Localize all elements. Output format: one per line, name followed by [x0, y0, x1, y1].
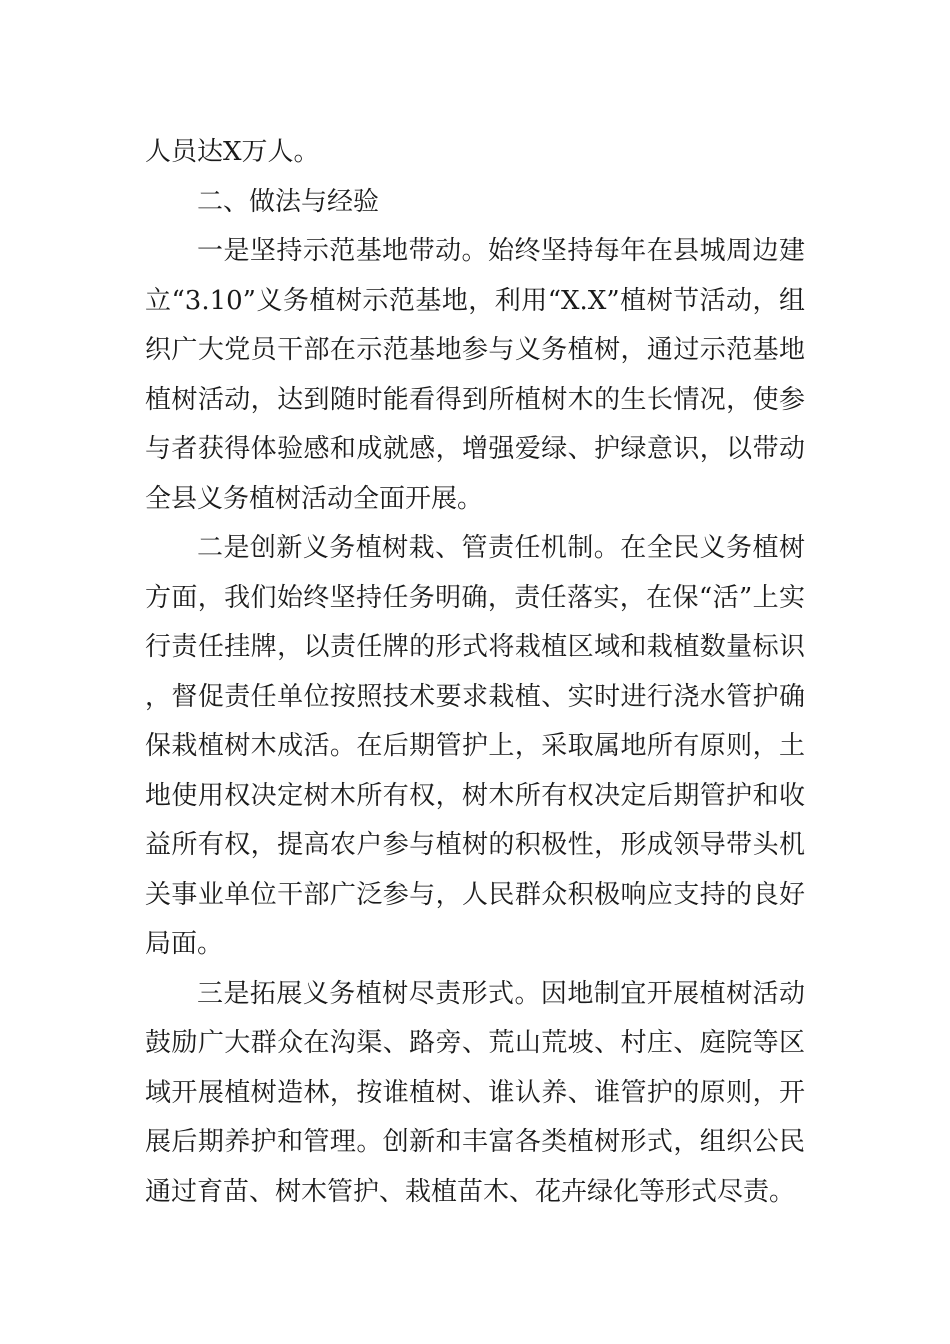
paragraph-point-three: 三是拓展义务植树尽责形式。因地制宜开展植树活动鼓励广大群众在沟渠、路旁、荒山荒坡、村庄、庭院等区域开展植树造林，按谁植树、谁认养、谁管护的原则，开展后期养护和管理。创新和丰富各类植树形式，组织公民通过育苗、树木管护、栽植苗木、花卉绿化等形式尽责。	[145, 978, 805, 1207]
paragraph-point-two: 二是创新义务植树栽、管责任机制。在全民义务植树方面，我们始终坚持任务明确，责任落实，在保“活”上实行责任挂牌，以责任牌的形式将栽植区域和栽植数量标识，督促责任单位按照技术要求栽植、实时进行浇水管护确保栽植树木成活。在后期管护上，采取属地所有原则，土地使用权决定树木所有权，树木所有权决定后期管护和收益所有权，提高农户参与植树的积极性，形成领导带头机关事业单位干部广泛参与，人民群众积极响应支持的良好局面。	[145, 533, 805, 959]
section-heading: 二、做法与经验	[197, 186, 380, 217]
paragraph-point-one: 一是坚持示范基地带动。始终坚持每年在县城周边建立“3.10”义务植树示范基地，利用“X.X”植树节活动，组织广大党员干部在示范基地参与义务植树，通过示范基地植树活动，达到随时能看得到所植树木的生长情况，使参与者获得体验感和成就感，增强爱绿、护绿意识，以带动全县义务植树活动全面开展。	[145, 236, 805, 514]
paragraph-continuation: 人员达X万人。	[145, 137, 320, 167]
document-body	[145, 128, 805, 1217]
